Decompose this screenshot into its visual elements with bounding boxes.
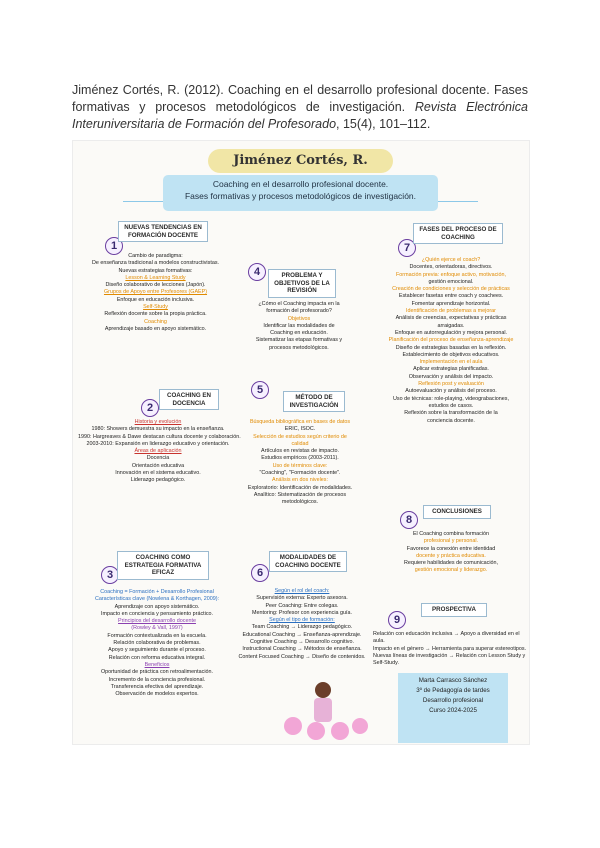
- line: Formación previa: enfoque activo, motivación,: [396, 271, 506, 278]
- line: Enfoque en educación inclusiva.: [116, 296, 195, 303]
- line: Sistematizar las etapas formativas y: [255, 337, 343, 344]
- line: Uso de términos clave:: [272, 462, 328, 469]
- credit-year: Curso 2024-2025: [429, 707, 477, 714]
- line: Content Focused Coaching → Diseño de contenidos.: [238, 653, 366, 660]
- line: Reflexión sobre la transformación de la: [404, 410, 498, 417]
- line: Grupos de Apoyo entre Profesores (GAEP): [103, 289, 208, 296]
- line: Aplicar estrategias planificadas.: [413, 366, 489, 373]
- section-1-number: 1: [105, 237, 123, 255]
- teacher-illustration: [278, 676, 368, 741]
- line: Peer Coaching: Entre colegas.: [265, 602, 339, 609]
- section-4-number: 4: [248, 263, 266, 281]
- poster-title: Jiménez Cortés, R.: [208, 149, 393, 173]
- line: conciencia docente.: [427, 417, 475, 424]
- section-5-heading: MÉTODO DE INVESTIGACIÓN: [283, 391, 345, 412]
- line: Oportunidad de práctica con retroalimentación.: [100, 669, 214, 676]
- line: Cognitive Coaching → Desarrollo cognitivo.: [250, 639, 354, 646]
- line: Análisis en dos niveles:: [271, 477, 329, 484]
- section-2-number: 2: [141, 399, 159, 417]
- line: Fomentar aprendizaje horizontal.: [411, 300, 491, 307]
- line: Reflexión docente sobre la propia práctica.: [104, 311, 207, 318]
- line: Planificación del proceso de enseñanza-aprendizaje: [388, 337, 514, 344]
- line: Instructional Coaching → Métodos de enseñanza.: [242, 646, 362, 653]
- line: Formación contextualizada en la escuela.: [107, 632, 207, 639]
- citation-volume: , 15(4), 101–112.: [336, 117, 431, 131]
- line: Requiere habilidades de comunicación,: [403, 560, 499, 567]
- line: Lesson & Learning Study: [125, 274, 186, 281]
- line: Relación con educación inclusiva → Apoyo a diversidad en el aula.: [373, 631, 520, 645]
- line: Selección de estudios según criterio de: [253, 433, 347, 440]
- line: 2003-2010: Expansión en liderazgo educativo y orientación.: [86, 440, 230, 447]
- line: Impacto en conciencia y pensamiento práctico.: [100, 610, 214, 617]
- line: Mentoring: Profesor con experiencia guía.: [251, 609, 353, 616]
- student-1: [284, 717, 302, 735]
- credit-subject: Desarrollo profesional: [422, 697, 484, 704]
- line: Áreas de aplicación: [134, 448, 182, 455]
- line: Incremento de la conciencia profesional.: [108, 676, 206, 683]
- line: Team Coaching → Liderazgo pedagógico.: [251, 624, 353, 631]
- line: Apoyo y seguimiento durante el proceso.: [108, 647, 206, 654]
- line: Estudios empíricos (2003-2011).: [261, 455, 339, 462]
- line: gestión emocional y liderazgo.: [414, 567, 488, 574]
- credit-course: 3º de Pedagogía de tardes: [416, 687, 490, 694]
- line: Aprendizaje con apoyo sistemático.: [114, 603, 200, 610]
- line: Docentes, orientadoras, directivos.: [409, 264, 493, 271]
- line: Self-Study: [143, 304, 168, 311]
- line: Coaching en educación.: [270, 330, 328, 337]
- line: Innovación en el sistema educativo.: [115, 470, 201, 477]
- line: Aprendizaje basado en apoyo sistemático.: [104, 325, 207, 332]
- line: arraigadas.: [437, 322, 465, 329]
- line: Autoevaluación y análisis del proceso.: [405, 388, 497, 395]
- section-5-body: [231, 419, 369, 507]
- line: Identificación de problemas a mejorar: [406, 308, 496, 315]
- section-8-body: [373, 531, 529, 575]
- line: Coaching = Formación + Desarrollo Profesional: [100, 589, 214, 595]
- arrow-left: [123, 201, 163, 202]
- citation: [72, 82, 528, 133]
- section-9-number: 9: [388, 611, 406, 629]
- section-4-heading: PROBLEMA Y OBJETIVOS DE LA REVISIÓN: [268, 269, 336, 298]
- section-6-heading: MODALIDADES DE COACHING DOCENTE: [269, 551, 347, 572]
- line: Establecer fasetas entre coach y coachees.: [398, 293, 504, 300]
- line: Exploratorio: Identificación de modalidades.: [247, 484, 353, 491]
- line: Diseño de estrategias basadas en la reflexión.: [395, 344, 507, 351]
- line: Creación de condiciones y selección de prácticas: [392, 286, 510, 293]
- section-1-heading: NUEVAS TENDENCIAS EN FORMACIÓN DOCENTE: [118, 221, 208, 242]
- line: Transferencia efectiva del aprendizaje.: [110, 683, 204, 690]
- section-6-body: [233, 588, 371, 661]
- line: Observación y análisis del impacto.: [408, 373, 494, 380]
- line: Beneficios: [144, 661, 170, 668]
- line: 1980: Showers demuestra su impacto en la enseñanza.: [91, 426, 225, 433]
- arrow-right: [438, 201, 478, 202]
- section-7-heading: FASES DEL PROCESO DE COACHING: [413, 223, 503, 244]
- line: Relación colaborativa de problemas.: [113, 640, 201, 647]
- section-2-body: [78, 419, 241, 485]
- line: Principios del desarrollo docente: [118, 618, 196, 625]
- line: "Coaching", "Formación docente".: [259, 470, 341, 477]
- line: Relación con reforma educativa integral.: [108, 654, 206, 661]
- section-9-heading: PROSPECTIVA: [421, 603, 487, 617]
- section-7-body: [373, 257, 529, 425]
- line: Reflexión post y evaluación: [418, 381, 484, 388]
- line: Coaching: [144, 318, 167, 325]
- section-9-body: [373, 631, 529, 667]
- poster-subtitle: [163, 175, 438, 211]
- line: profesional y personal.: [423, 538, 479, 545]
- line: ¿Quién ejerce el coach?: [421, 257, 481, 263]
- line: Artículos en revistas de impacto.: [261, 448, 339, 455]
- line: Establecimiento de objetivos educativos.: [402, 351, 500, 358]
- line: Enfoque en autorregulación y mejora personal.: [394, 329, 508, 336]
- line: docente y práctica educativa.: [416, 552, 486, 559]
- line: Favorece la conexión entre identidad: [406, 545, 496, 552]
- line: De enseñanza tradicional a modelos constructivistas.: [91, 260, 220, 267]
- section-3-number: 3: [101, 566, 119, 584]
- section-3-heading: COACHING COMO ESTRATEGIA FORMATIVA EFICAZ: [117, 551, 209, 580]
- line: Impacto en el género → Herramienta para superar estereotipos.: [373, 645, 527, 652]
- line: Diseño colaborativo de lecciones (Japón).: [105, 282, 206, 289]
- line: metodológicos.: [281, 499, 319, 506]
- citation-journal: Revista Electrónica Interuniversitaria de Formación del Profesorado: [72, 100, 528, 131]
- line: Supervisión externa: Experto asesora.: [256, 595, 348, 602]
- line: Objetivos: [287, 315, 311, 322]
- section-8-heading: CONCLUSIONES: [423, 505, 491, 519]
- line: Historia y evolución: [134, 419, 182, 425]
- line: ¿Cómo el Coaching impacta en la: [258, 301, 340, 307]
- subtitle-line-1: Coaching en el desarrollo profesional docente.: [212, 179, 389, 189]
- line: Análisis de creencias, expectativas y prácticas: [395, 315, 507, 322]
- line: Según el tipo de formación:: [269, 617, 335, 624]
- line: Identificar las modalidades de: [263, 322, 335, 329]
- line: estudios de casos.: [428, 402, 474, 409]
- line: ERIC, ISOC.: [284, 426, 316, 433]
- credit-name: Marta Carrasco Sánchez: [418, 677, 488, 684]
- line: Búsqueda bibliográfica en bases de datos: [249, 419, 351, 425]
- section-8-number: 8: [400, 511, 418, 529]
- line: Orientación educativa: [131, 462, 185, 469]
- line: Docencia: [146, 455, 170, 462]
- line: (Rowley & Vall, 1997): [131, 625, 183, 632]
- author-credit: [398, 673, 508, 743]
- line: formación del profesorado?: [266, 308, 332, 315]
- line: gestión emocional.: [428, 278, 474, 285]
- line: Nuevas líneas de investigación → Relación con Lesson Study y Self-Study.: [373, 652, 526, 667]
- subtitle-line-2: Fases formativas y procesos metodológicos de investigación.: [184, 191, 417, 201]
- section-4-body: [233, 301, 365, 352]
- body-shape: [314, 698, 332, 722]
- line: Características clave (Nowlena & Korthagen, 2009):: [94, 596, 220, 603]
- concept-map-poster: [72, 140, 530, 745]
- line: Implementación en el aula: [419, 359, 483, 366]
- line: Analítico: Sistematización de procesos: [253, 491, 347, 498]
- section-2-heading: COACHING EN DOCENCIA: [159, 389, 219, 410]
- line: 1990: Hargreaves & Dawe destacan cultura docente y colaboración.: [78, 433, 241, 440]
- student-2: [307, 722, 325, 740]
- section-5-number: 5: [251, 381, 269, 399]
- section-7-number: 7: [398, 239, 416, 257]
- line: Según el rol del coach:: [274, 588, 330, 594]
- line: calidad: [291, 440, 309, 447]
- line: Observación de modelos expertos.: [115, 691, 199, 698]
- line: El Coaching combina formación: [412, 531, 490, 537]
- citation-text: Jiménez Cortés, R. (2012). Coaching en el desarrollo profesional docente. Fases formativas y procesos metodológicos de investigación.: [72, 83, 528, 114]
- line: Nuevas estrategias formativas:: [118, 267, 193, 274]
- line: Liderazgo pedagógico.: [130, 477, 186, 484]
- student-4: [352, 718, 368, 734]
- section-1-body: [73, 253, 238, 333]
- line: Educational Coaching → Enseñanza-aprendizaje.: [242, 631, 362, 638]
- line: Uso de técnicas: role-playing, videograbaciones,: [393, 395, 509, 402]
- student-3: [331, 722, 349, 740]
- line: procesos metodológicos.: [269, 344, 329, 351]
- head-shape: [315, 682, 331, 698]
- line: Cambio de paradigma:: [128, 253, 183, 259]
- section-3-body: [73, 589, 241, 698]
- section-6-number: 6: [251, 564, 269, 582]
